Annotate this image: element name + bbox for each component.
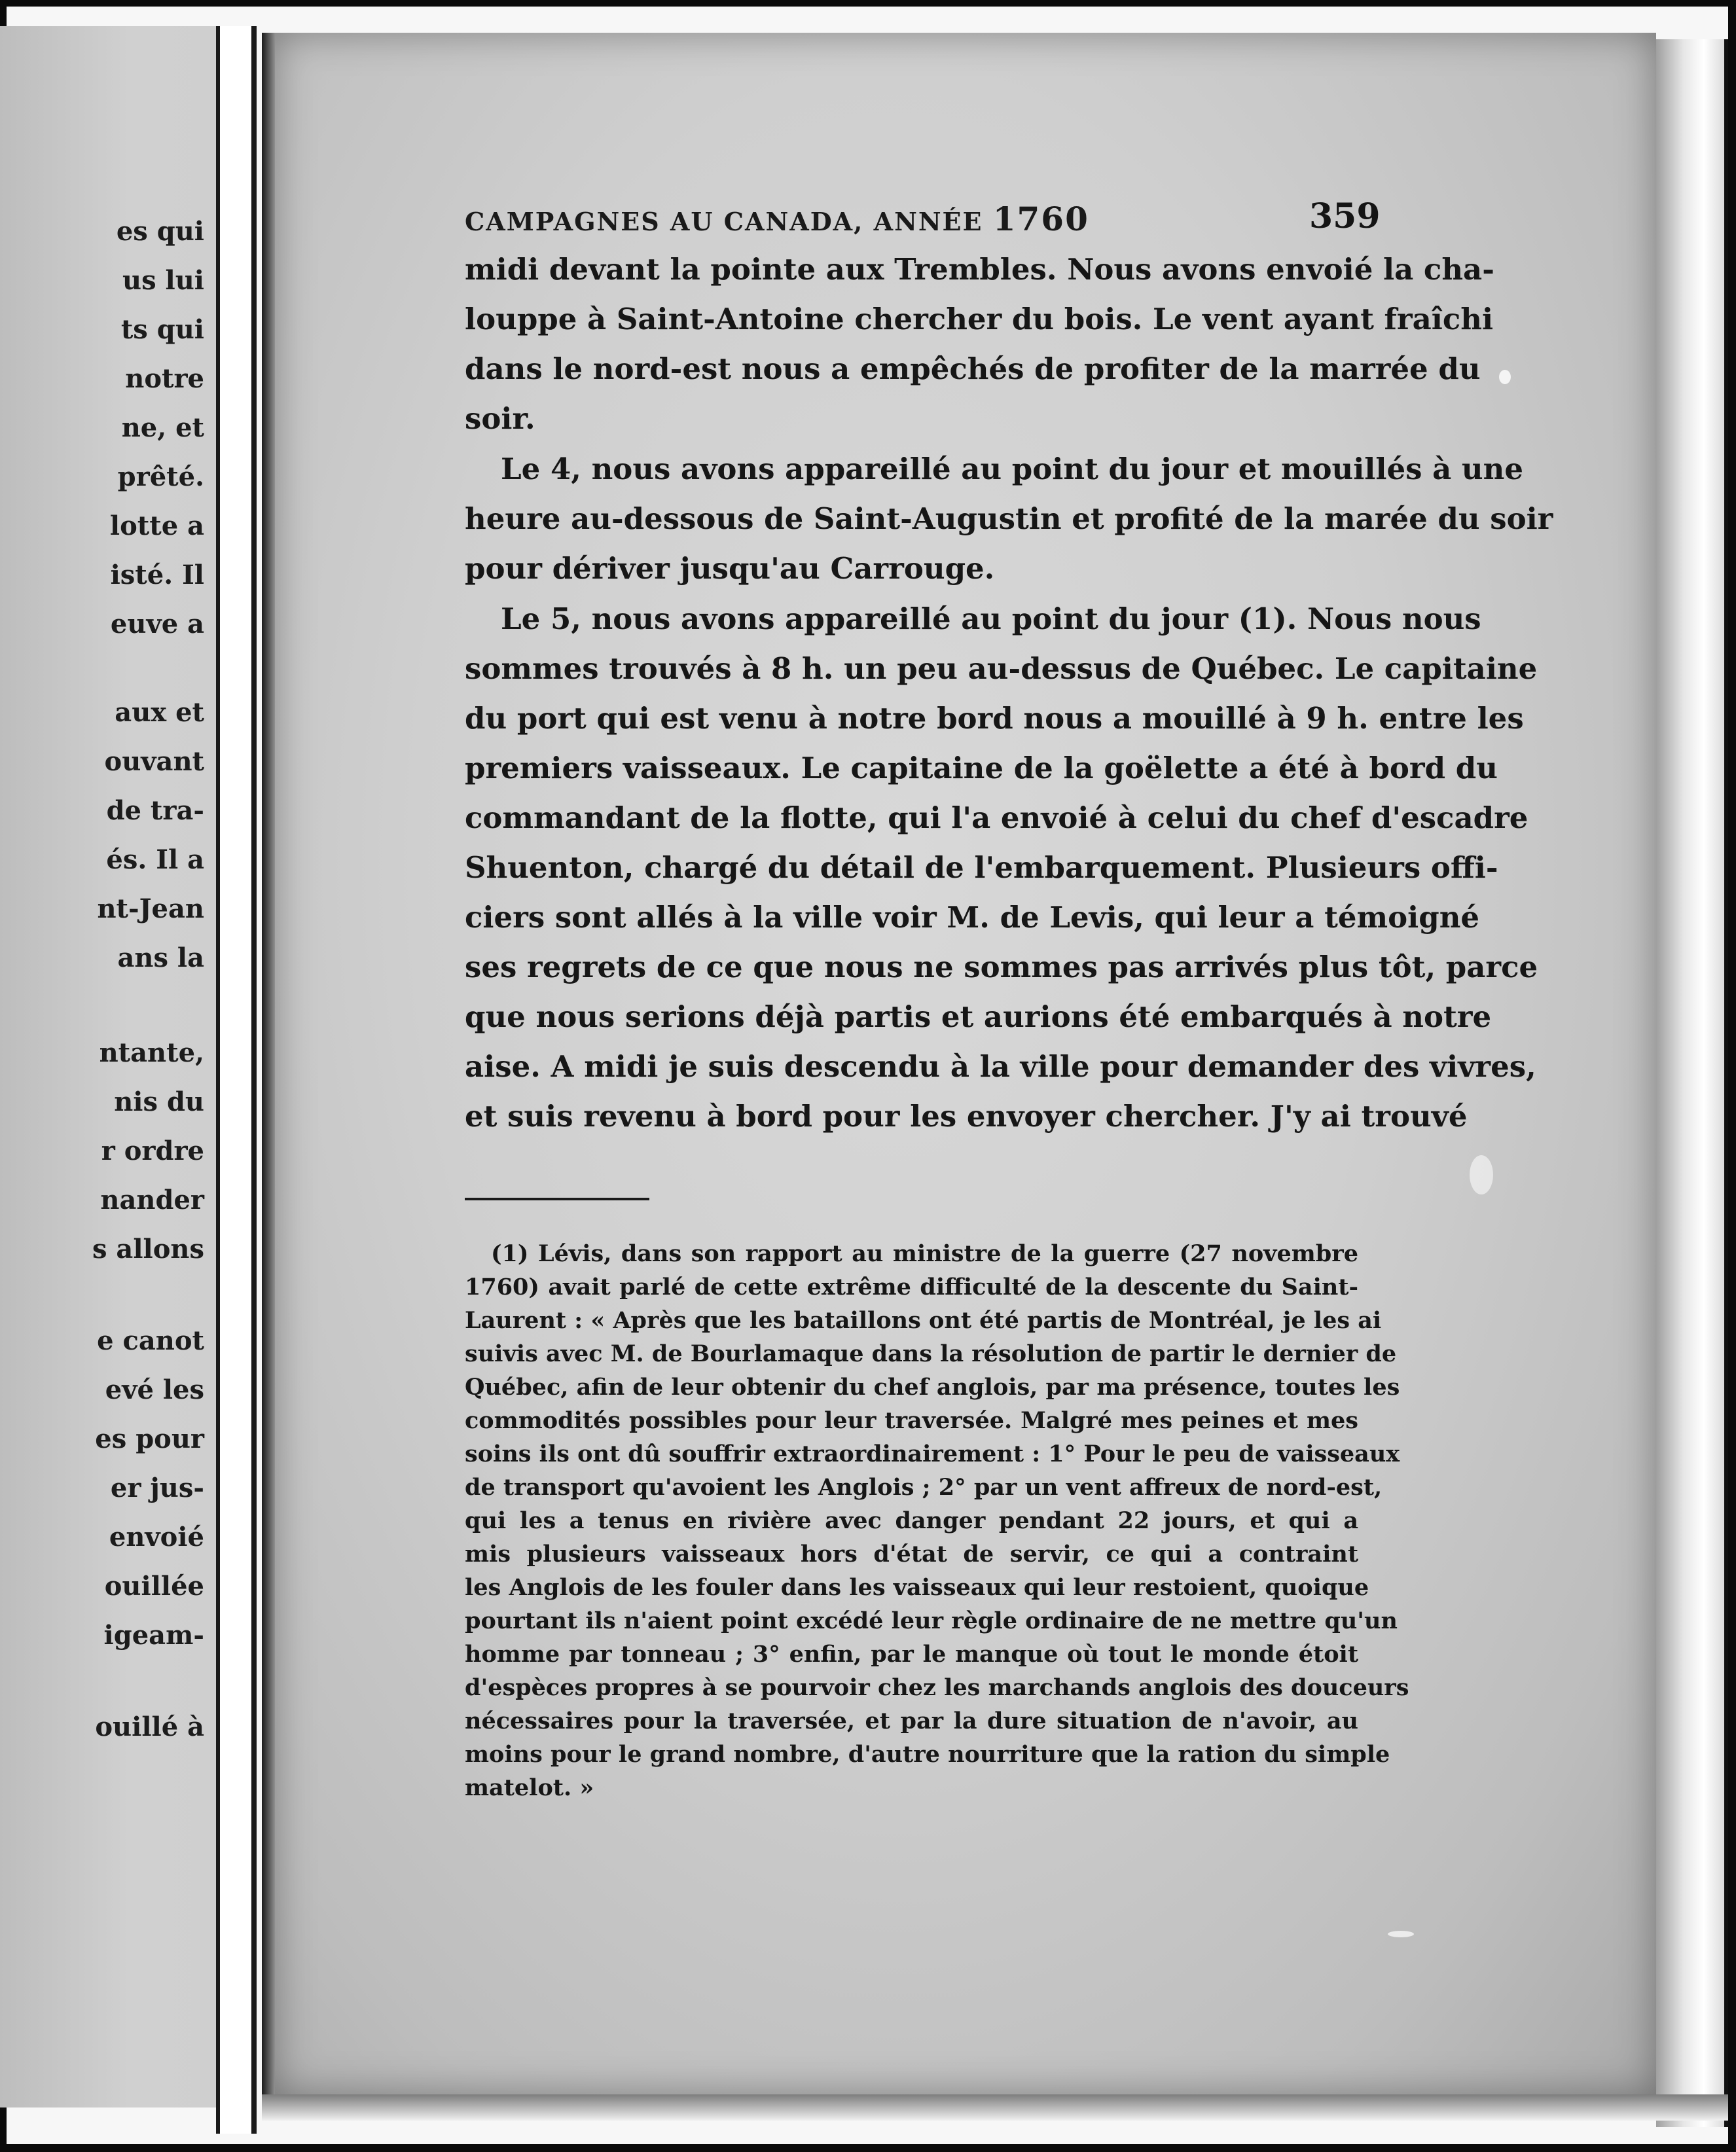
body-line: que nous serions déjà partis et aurions été embarqués à notre xyxy=(465,999,1492,1034)
body-line: commandant de la flotte, qui l'a envoié à celui du chef d'escadre xyxy=(465,800,1528,835)
page-bottom-edge xyxy=(262,2094,1728,2121)
body-line: sommes trouvés à 8 h. un peu au-dessus de Québec. Le capitaine xyxy=(465,651,1538,686)
body-line: midi devant la pointe aux Trembles. Nous avons envoié la cha- xyxy=(465,252,1494,287)
body-line: Shuenton, chargé du détail de l'embarquement. Plusieurs offi- xyxy=(465,850,1498,885)
body-line: aise. A midi je suis descendu à la ville pour demander des vivres, xyxy=(465,1049,1536,1084)
footnote-line: 1760) avait parlé de cette extrême difficulté de la descente du Saint- xyxy=(465,1274,1358,1300)
page-gutter xyxy=(216,26,257,2134)
body-line: pour dériver jusqu'au Carrouge. xyxy=(465,551,995,586)
previous-page-line: ouvant xyxy=(104,746,204,777)
previous-page-line: isté. Il xyxy=(110,560,204,590)
body-line: louppe à Saint-Antoine chercher du bois. Le vent ayant fraîchi xyxy=(465,302,1494,336)
film-speck xyxy=(1470,1155,1493,1194)
footnote-line: suivis avec M. de Bourlamaque dans la résolution de partir le dernier de xyxy=(465,1340,1397,1367)
footnote-line: commodités possibles pour leur traversée. Malgré mes peines et mes xyxy=(465,1407,1358,1434)
previous-page-line: de tra- xyxy=(106,795,204,826)
footnote-line: (1) Lévis, dans son rapport au ministre de la guerre (27 novembre xyxy=(491,1240,1358,1267)
footnote-line: pourtant ils n'aient point excédé leur règle ordinaire de ne mettre qu'un xyxy=(465,1607,1398,1634)
previous-page-line: nander xyxy=(100,1185,204,1215)
footnote-line: mis plusieurs vaisseaux hors d'état de servir, ce qui a contraint xyxy=(465,1541,1358,1568)
previous-page-line: s allons xyxy=(92,1234,204,1264)
previous-page-line: nt-Jean xyxy=(97,893,204,924)
footnote-line: les Anglois de les fouler dans les vaisseaux qui leur restoient, quoique xyxy=(465,1574,1369,1601)
footnote-line: matelot. » xyxy=(465,1774,594,1801)
previous-page-line: igeam- xyxy=(103,1620,204,1651)
previous-page-line: prêté. xyxy=(117,461,204,492)
previous-page-line: ans la xyxy=(117,942,204,973)
previous-page-line: e canot xyxy=(97,1325,204,1356)
page-number: 359 xyxy=(1309,196,1381,236)
footnote-line: d'espèces propres à se pourvoir chez les marchands anglois des douceurs xyxy=(465,1674,1409,1701)
footnote-line: Laurent : « Après que les bataillons ont été partis de Montréal, je les ai xyxy=(465,1307,1382,1334)
body-line: du port qui est venu à notre bord nous a mouillé à 9 h. entre les xyxy=(465,701,1524,736)
footnote-line: Québec, afin de leur obtenir du chef anglois, par ma présence, toutes les xyxy=(465,1374,1400,1401)
running-head-title: CAMPAGNES AU CANADA, ANNÉE xyxy=(465,207,983,236)
body-line: Le 4, nous avons appareillé au point du jour et mouillés à une xyxy=(501,452,1523,486)
previous-page-line: r ordre xyxy=(101,1136,204,1166)
body-line: ciers sont allés à la ville voir M. de Levis, qui leur a témoigné xyxy=(465,900,1480,935)
body-line: heure au-dessous de Saint-Augustin et profité de la marée du soir xyxy=(465,501,1553,536)
previous-page-line: envoié xyxy=(109,1522,204,1552)
previous-page-line: ne, et xyxy=(121,412,204,443)
previous-page-fragment xyxy=(0,26,216,2107)
previous-page-line: es qui xyxy=(116,216,204,247)
running-head xyxy=(465,200,1355,239)
previous-page-line: es pour xyxy=(95,1424,204,1454)
footnote-line: qui les a tenus en rivière avec danger pendant 22 jours, et qui a xyxy=(465,1507,1358,1534)
previous-page-line: nis du xyxy=(114,1086,204,1117)
previous-page-line: ouillé à xyxy=(95,1712,204,1742)
body-line: premiers vaisseaux. Le capitaine de la goëlette a été à bord du xyxy=(465,751,1498,785)
previous-page-line: lotte a xyxy=(109,511,204,541)
previous-page-line: evé les xyxy=(105,1374,204,1405)
body-line: et suis revenu à bord pour les envoyer chercher. J'y ai trouvé xyxy=(465,1099,1468,1134)
body-line: soir. xyxy=(465,401,535,436)
page-left-edge xyxy=(262,33,276,2107)
previous-page-line: ntante, xyxy=(99,1037,204,1068)
previous-page-line: aux et xyxy=(115,697,204,728)
footnote-line: nécessaires pour la traversée, et par la dure situation de n'avoir, au xyxy=(465,1708,1358,1734)
previous-page-line: és. Il a xyxy=(106,844,204,875)
body-line: ses regrets de ce que nous ne sommes pas arrivés plus tôt, parce xyxy=(465,950,1538,984)
page-right-edge xyxy=(1656,39,1728,2127)
body-line: Le 5, nous avons appareillé au point du jour (1). Nous nous xyxy=(501,601,1481,636)
running-head-year: 1760 xyxy=(992,200,1089,238)
previous-page-line: er jus- xyxy=(110,1473,204,1503)
body-line: dans le nord-est nous a empêchés de profiter de la marrée du xyxy=(465,351,1481,386)
footnote-line: de transport qu'avoient les Anglois ; 2° par un vent affreux de nord-est, xyxy=(465,1474,1383,1501)
previous-page-line: us lui xyxy=(122,265,204,296)
film-speck xyxy=(1499,370,1511,384)
previous-page-line: ts qui xyxy=(120,314,204,345)
footnote-line: homme par tonneau ; 3° enfin, par le manque où tout le monde étoit xyxy=(465,1641,1358,1668)
previous-page-line: notre xyxy=(125,363,204,394)
previous-page-line: euve a xyxy=(110,609,204,639)
film-speck xyxy=(1388,1931,1414,1937)
footnote-line: soins ils ont dû souffrir extraordinairement : 1° Pour le peu de vaisseaux xyxy=(465,1441,1400,1467)
previous-page-line: ouillée xyxy=(104,1571,204,1602)
footnote-rule xyxy=(465,1198,649,1200)
footnote-line: moins pour le grand nombre, d'autre nourriture que la ration du simple xyxy=(465,1741,1390,1768)
